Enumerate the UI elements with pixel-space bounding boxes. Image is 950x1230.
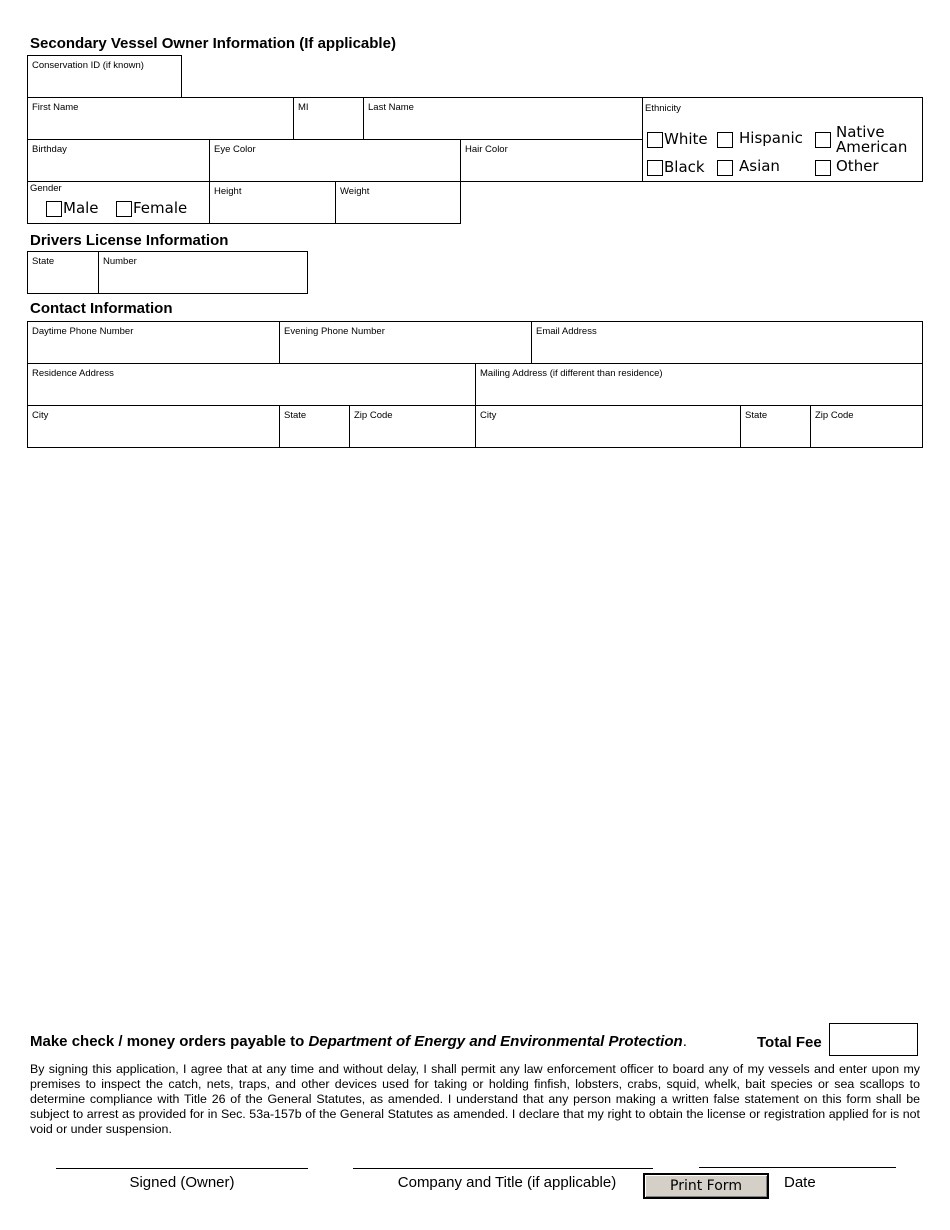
print-form-button[interactable]: Print Form	[643, 1173, 769, 1199]
mi-field[interactable]	[293, 97, 364, 140]
mi-label: MI	[298, 102, 309, 113]
ethnicity-hispanic-checkbox[interactable]	[717, 132, 733, 148]
mailing-address-field[interactable]	[475, 363, 923, 406]
daytime-phone-label: Daytime Phone Number	[32, 326, 134, 337]
ethnicity-hispanic-label: Hispanic	[739, 129, 803, 147]
evening-phone-label: Evening Phone Number	[284, 326, 385, 337]
conservation-id-field[interactable]	[27, 55, 182, 98]
mailing-state-label: State	[745, 410, 768, 421]
ethnicity-black-label: Black	[664, 158, 705, 176]
dl-number-label: Number	[103, 256, 137, 267]
eye-color-field[interactable]	[209, 139, 461, 182]
birthday-label: Birthday	[32, 144, 67, 155]
gender-female-checkbox[interactable]	[116, 201, 132, 217]
last-name-label: Last Name	[368, 102, 414, 113]
dl-state-label: State	[32, 256, 55, 267]
residence-state-label: State	[284, 410, 307, 421]
email-label: Email Address	[536, 326, 597, 337]
ethnicity-native-american-checkbox[interactable]	[815, 132, 831, 148]
total-fee-field[interactable]	[829, 1023, 918, 1056]
ethnicity-other-label: Other	[836, 157, 879, 175]
mailing-zip-field[interactable]	[810, 405, 923, 448]
last-name-field[interactable]	[363, 97, 643, 140]
conservation-id-label: Conservation ID (if known)	[32, 60, 144, 71]
gender-male-checkbox[interactable]	[46, 201, 62, 217]
hair-color-label: Hair Color	[465, 144, 508, 155]
signed-owner-label: Signed (Owner)	[129, 1174, 235, 1191]
date-label: Date	[784, 1174, 816, 1191]
hair-color-field[interactable]	[460, 139, 643, 182]
company-title-label: Company and Title (if applicable)	[397, 1174, 617, 1191]
evening-phone-field[interactable]	[279, 321, 532, 364]
ethnicity-black-checkbox[interactable]	[647, 160, 663, 176]
payment-instruction	[30, 1033, 687, 1050]
ethnicity-american-label: American	[836, 138, 908, 156]
gender-male-label: Male	[63, 199, 99, 217]
weight-label: Weight	[340, 186, 370, 197]
mailing-city-label: City	[480, 410, 497, 421]
residence-address-label: Residence Address	[32, 368, 114, 379]
signing-statement: By signing this application, I agree that at any time and without delay, I shall permit any law enforcement officer to board any of my vessels and enter upon my premises to inspect the catch, nets, traps, and other devices used for taking or holding finfish, lobsters, crabs, squid, whelk, bait species or sea scallops to determine compliance with Title 26 of the General Statutes, as amended. I understand that any person making a written false statement on this form shall be subject to arrest as provided for in Sec. 53a-157b of the General Statutes as amended. I declare that my right to obtain the license or registration applied for is not void or under suspension.	[30, 1062, 920, 1136]
secondary-owner-title: Secondary Vessel Owner Information (If applicable)	[30, 35, 396, 52]
birthday-field[interactable]	[27, 139, 210, 182]
payment-suffix: .	[682, 1033, 687, 1050]
total-fee-label: Total Fee	[757, 1034, 822, 1051]
dl-number-field[interactable]	[98, 251, 308, 294]
residence-state-field[interactable]	[279, 405, 350, 448]
ethnicity-other-checkbox[interactable]	[815, 160, 831, 176]
ethnicity-asian-label: Asian	[739, 157, 780, 175]
ethnicity-asian-checkbox[interactable]	[717, 160, 733, 176]
residence-city-label: City	[32, 410, 49, 421]
drivers-license-title: Drivers License Information	[30, 232, 229, 249]
signature-line[interactable]	[56, 1168, 308, 1169]
gender-label: Gender	[30, 183, 62, 194]
height-field[interactable]	[209, 181, 336, 224]
ethnicity-white-label: White	[664, 130, 708, 148]
date-line[interactable]	[699, 1167, 896, 1168]
daytime-phone-field[interactable]	[27, 321, 280, 364]
residence-address-field[interactable]	[27, 363, 476, 406]
company-title-line[interactable]	[353, 1168, 653, 1169]
mailing-zip-label: Zip Code	[815, 410, 854, 421]
mailing-city-field[interactable]	[475, 405, 741, 448]
email-field[interactable]	[531, 321, 923, 364]
mailing-state-field[interactable]	[740, 405, 811, 448]
height-label: Height	[214, 186, 242, 197]
ethnicity-native-label: Native	[836, 123, 885, 141]
payment-prefix: Make check / money orders payable to	[30, 1033, 309, 1050]
first-name-label: First Name	[32, 102, 79, 113]
mailing-address-label: Mailing Address (if different than residence)	[480, 368, 663, 379]
eye-color-label: Eye Color	[214, 144, 256, 155]
residence-city-field[interactable]	[27, 405, 280, 448]
contact-title: Contact Information	[30, 300, 173, 317]
dl-state-field[interactable]	[27, 251, 99, 294]
payment-payee: Department of Energy and Environmental Protection	[308, 1033, 683, 1050]
ethnicity-label: Ethnicity	[645, 103, 681, 114]
ethnicity-white-checkbox[interactable]	[647, 132, 663, 148]
first-name-field[interactable]	[27, 97, 294, 140]
gender-female-label: Female	[133, 199, 188, 217]
residence-zip-label: Zip Code	[354, 410, 393, 421]
residence-zip-field[interactable]	[349, 405, 476, 448]
weight-field[interactable]	[335, 181, 461, 224]
